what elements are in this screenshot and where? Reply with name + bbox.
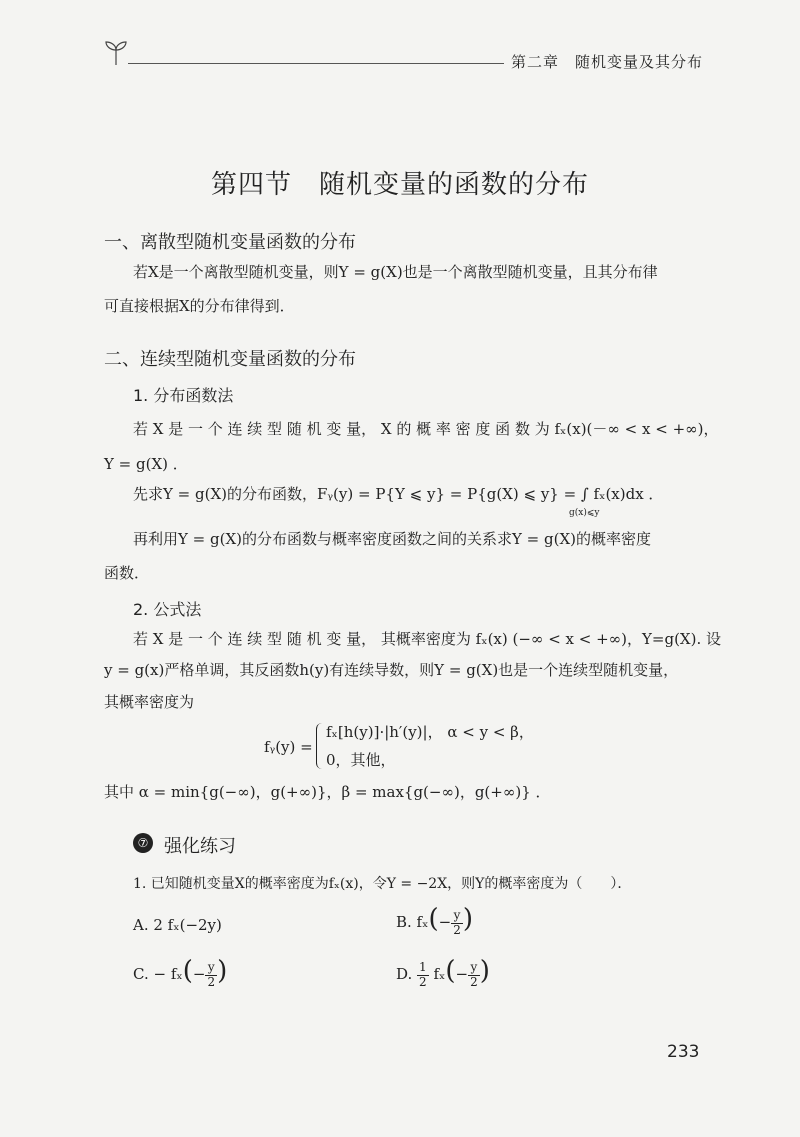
option-text: D.	[396, 965, 413, 983]
paragraph-line: 其概率密度为	[104, 693, 195, 711]
paren: (	[445, 956, 456, 986]
fraction-num: y	[468, 961, 480, 975]
paren: )	[479, 956, 490, 986]
fraction-num: y	[205, 961, 217, 975]
fraction	[417, 961, 429, 988]
option-text: C. − fₓ	[133, 965, 183, 983]
fraction	[205, 961, 217, 988]
fraction-num: 1	[419, 960, 427, 975]
minus-sign: −	[192, 965, 206, 983]
option-d[interactable]	[396, 958, 490, 989]
paragraph-line: 函数．	[104, 564, 150, 582]
header-rule	[128, 63, 504, 64]
paragraph-line: Y = g(X) ．	[104, 455, 188, 473]
minus-sign: −	[455, 965, 469, 983]
case-line: 0，其他，	[326, 751, 396, 769]
chapter-header: 第二章 随机变量及其分布	[511, 53, 704, 71]
density-lhs: fᵧ(y) =	[264, 738, 313, 756]
fraction-den: 2	[470, 974, 478, 989]
fraction-num: y	[451, 909, 463, 923]
exercise-badge: ⑦	[133, 833, 153, 853]
section-title: 第四节 随机变量的函数的分布	[210, 170, 589, 200]
page-number: 233	[667, 1042, 700, 1062]
fraction	[468, 961, 480, 988]
minus-sign: −	[438, 913, 452, 931]
paragraph-line: 其中 α = min{g(−∞)，g(+∞)}，β = max{g(−∞)，g(+∞)} ．	[104, 783, 551, 801]
paragraph-line: 若X是一个离散型随机变量，则Y = g(X)也是一个离散型随机变量，且其分布律	[133, 263, 658, 281]
text-run: 先求Y = g(X)的分布函数，	[133, 485, 317, 503]
fraction	[451, 909, 463, 936]
heading-discrete: 一、离散型随机变量函数的分布	[104, 232, 356, 253]
question-text: 1. 已知随机变量X的概率密度为fₓ(x)，令Y = −2X，则Y的概率密度为（ ）．	[133, 876, 632, 892]
heading-method2: 2. 公式法	[133, 600, 202, 619]
fraction-den: 2	[419, 974, 427, 989]
formula-distribution: Fᵧ(y) = P{Y ⩽ y} = P{g(X) ⩽ y} = ∫ fₓ(x)dx ．	[317, 485, 664, 503]
paren: (	[428, 904, 439, 934]
heading-continuous: 二、连续型随机变量函数的分布	[104, 349, 356, 370]
option-a[interactable]: A. 2 fₓ(−2y)	[133, 916, 222, 934]
piecewise-brace	[316, 723, 325, 769]
paragraph-line: y = g(x)严格单调，其反函数h(y)有连续导数，则Y = g(X)也是一个连续型随机变量，	[104, 661, 679, 679]
integral-subscript: g(x)⩽y	[569, 508, 600, 518]
option-text: B. fₓ	[396, 913, 429, 931]
paragraph-line: 可直接根据X的分布律得到．	[104, 297, 295, 315]
case-line: fₓ[h(y)]·|h′(y)|， α < y < β，	[326, 723, 534, 741]
option-b[interactable]	[396, 906, 473, 937]
fraction-den: 2	[453, 922, 461, 937]
paragraph-line	[133, 485, 663, 503]
paren: )	[217, 956, 228, 986]
paren: )	[462, 904, 473, 934]
paren: (	[182, 956, 193, 986]
option-text: fₓ	[433, 965, 446, 983]
paragraph-line: 再利用Y = g(X)的分布函数与概率密度函数之间的关系求Y = g(X)的概率密度	[133, 530, 651, 548]
paragraph-line: 若 X 是 一 个 连 续 型 随 机 变 量， 其概率密度为 fₓ(x) (−∞ < x < +∞)，Y=g(X). 设	[133, 630, 721, 648]
paragraph-line: 若 X 是 一 个 连 续 型 随 机 变 量， X 的 概 率 密 度 函 数 为 fₓ(x)(－∞ < x < +∞)，	[133, 420, 719, 438]
option-c[interactable]	[133, 958, 227, 989]
exercise-heading: 强化练习	[164, 836, 236, 857]
fraction-den: 2	[207, 974, 216, 989]
heading-method1: 1. 分布函数法	[133, 386, 234, 405]
